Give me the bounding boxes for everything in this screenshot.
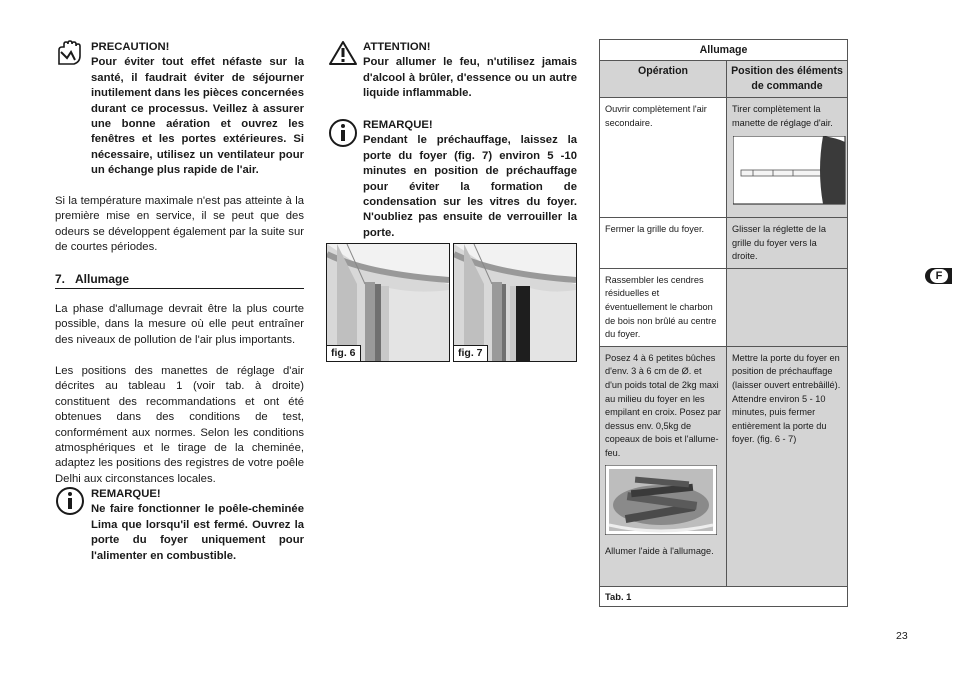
section-heading-allumage: 7. Allumage <box>55 272 304 289</box>
table-cell-operation: Posez 4 à 6 petites bûches d'env. 3 à 6 cm de Ø. et d'un poids total de 2kg maxi au milieu du foyer en les empilant en croix. Posez par dessus env. 0,5kg de copeaux de bois et l'allume-feu. Allumer l'aide à l'allumage. <box>600 346 727 586</box>
remarque-note-middle <box>328 118 578 239</box>
table-row <box>600 346 848 586</box>
info-icon <box>328 118 358 153</box>
table-cell-position: Mettre la porte du foyer en position de préchauffage (laisser ouvert entrebâillé). Attendre environ 5 - 10 minutes, puis fermer entièrement la porte du foyer. (fig. 6 - 7) <box>727 346 848 586</box>
table-cell-operation: Fermer la grille du foyer. <box>600 218 727 269</box>
table-title-cell <box>600 40 848 61</box>
table-cell-position-empty <box>727 268 848 346</box>
stove-door-closed-illustration <box>327 244 449 361</box>
air-lever-illustration <box>733 136 847 206</box>
attention-text: Pour allumer le feu, n'utilisez jamais d'alcool à brûler, d'essence ou un autre liquide inflammable. <box>363 56 577 100</box>
figure-7 <box>453 243 577 362</box>
table-row <box>600 218 848 269</box>
precaution-text: Pour éviter tout effet néfaste sur la santé, il faudrait éviter de séjourner inutilement dans les pièces concernées durant ce processus. Veillez à assurer une bonne aération et ouvrez les fenêtres et les portes extérieures. Si nécessaire, utilisez un ventilateur pour un échange plus rapide de l'air. <box>91 56 304 177</box>
ignition-intro-paragraph: La phase d'allumage devrait être la plus courte possible, dans la mesure où elle peut entraîner des niveaux de pollution de l'air plus importants. <box>55 303 304 346</box>
remarque-title-middle: REMARQUE! <box>363 119 433 131</box>
table-title: Allumage <box>699 44 748 56</box>
column-header-operation: Opération <box>600 61 727 98</box>
figure-6 <box>326 243 450 362</box>
remarque-text-left: Ne faire fonctionner le poêle-cheminée Lima que lorsqu'il est fermé. Ouvrez la porte du foyer uniquement pour l'alimenter en combustible. <box>91 503 304 562</box>
table-row <box>600 98 848 218</box>
warning-triangle-icon <box>328 40 358 71</box>
attention-title: ATTENTION! <box>363 41 431 53</box>
air-settings-paragraph: Les positions des manettes de réglage d'air décrites au tableau 1 (voir tab. à droite) constituent des recommandations et ont été obtenues dans des conditions de test, conformément aux normes. Selon les conditions atmosphériques et le tirage de la cheminée, adaptez les positions des registres de votre poêle Delhi aux circonstances locales. <box>55 365 304 485</box>
stacked-logs-illustration <box>605 465 717 535</box>
info-icon <box>55 486 85 521</box>
precaution-note <box>55 40 305 180</box>
language-badge <box>925 268 952 284</box>
attention-note <box>328 40 578 110</box>
page-number: 23 <box>896 630 908 642</box>
language-badge-label: F <box>930 269 948 283</box>
table-cell-position: Tirer complètement la manette de réglage d'air. <box>727 98 848 218</box>
table-row <box>600 268 848 346</box>
column-header-position: Position des éléments de commande <box>727 61 848 98</box>
table-cell-position: Glisser la réglette de la grille du foyer vers la droite. <box>727 218 848 269</box>
table-cell-operation: Rassembler les cendres résiduelles et éventuellement le charbon de bois non brûlé au centre du foyer. <box>600 268 727 346</box>
remarque-title-left: REMARQUE! <box>91 488 161 500</box>
ignition-table <box>599 39 848 607</box>
figure-7-caption: fig. 7 <box>454 345 488 361</box>
table-cell-operation: Ouvrir complètement l'air secondaire. <box>600 98 727 218</box>
table-footer: Tab. 1 <box>600 586 848 607</box>
remarque-note-left <box>55 486 305 566</box>
stove-door-preheat-illustration <box>454 244 576 361</box>
precaution-title: PRECAUTION! <box>91 41 170 53</box>
remarque-text-middle: Pendant le préchauffage, laissez la porte du foyer (fig. 7) environ 5 -10 minutes en position de préchauffage pour éviter la formation de condensation sur les vitres du foyer. N'oubliez pas ensuite de verrouiller la porte. <box>363 134 577 239</box>
hand-warning-icon <box>55 40 85 71</box>
first-use-paragraph: Si la température maximale n'est pas atteinte à la première mise en service, il se peut que des odeurs se développent également par la suite sur de courtes périodes. <box>55 195 304 254</box>
figure-6-caption: fig. 6 <box>327 345 361 361</box>
